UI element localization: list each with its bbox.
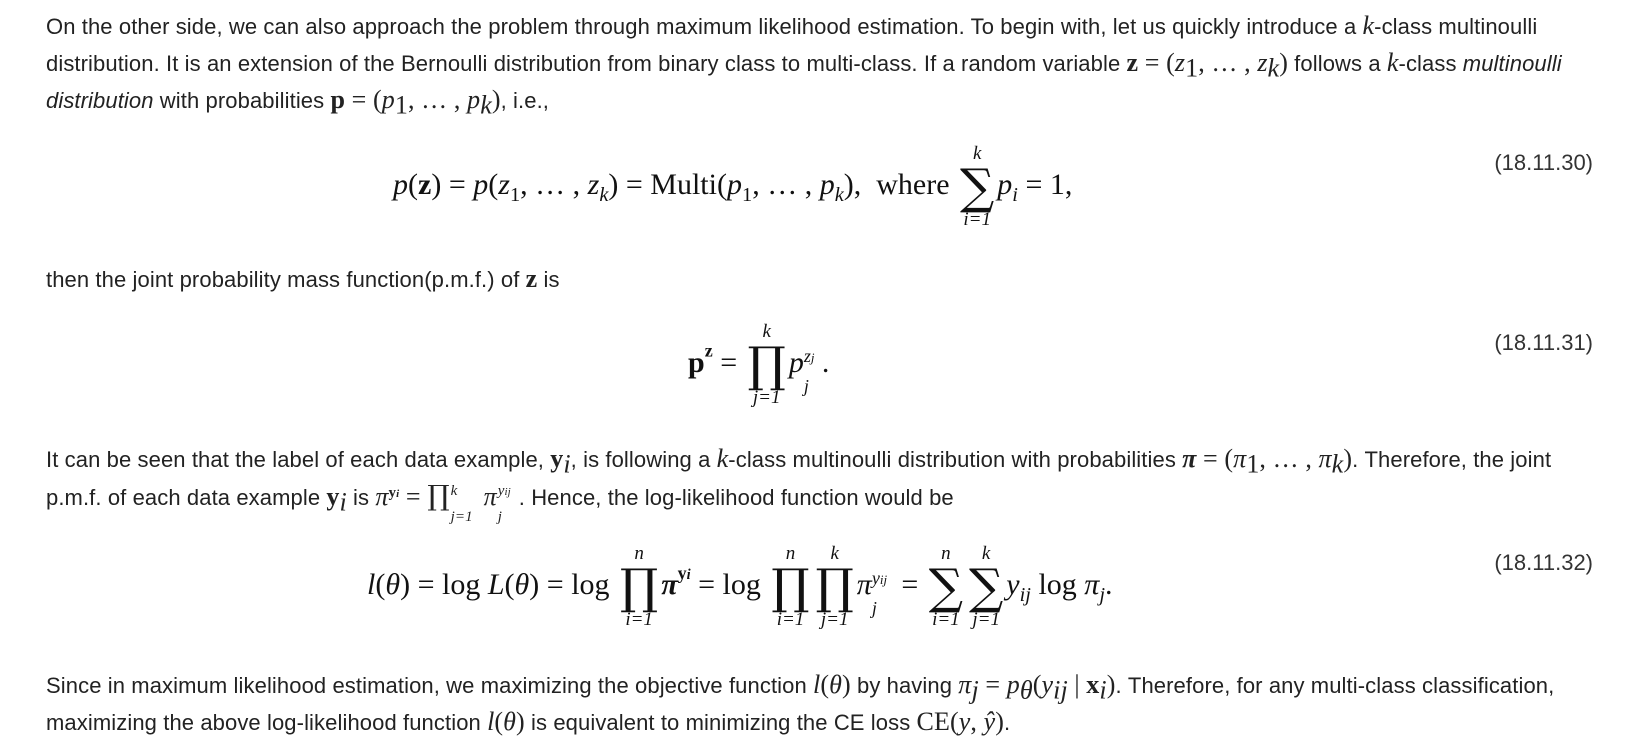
text-run: On the other side, we can also approach the problem through maximum likelihood estimation. To begin with, let us quickly introduce a [46,14,1363,39]
product-operator: k ∏ j=1 [747,321,786,408]
text-run: , i.e., [500,88,549,113]
math-l-theta: l(θ) [487,707,525,736]
math-z: z [525,264,538,293]
equation-18-11-32: l(θ) = log L(θ) = log n ∏ i=1 $\pi^{yi} = \log$ n ∏ i=1 k ∏ j=1 π yij j = n ∑ i=1 k ∑ j=1 $y_{ij}$ $\log \pi_j$. [367,543,1113,630]
text-run: It can be seen that the label of each data example, [46,447,551,472]
equation-18-11-30: $p(z) = p(z_1$, … , $z_k$) = $Multi(p_1$, … , $p_k$), where k ∑ i=1 $p_i = 1$, [393,143,1073,230]
text-run: Since in maximum likelihood estimation, we maximizing the objective function [46,673,814,698]
equation-number: (18.11.31) [1494,330,1593,355]
paragraph-multinoulli-intro [46,8,1586,119]
equation-18-11-31: $p^z$ = k ∏ j=1 p zj j . [688,321,830,408]
math-z-vector: $z = (z_1$, … , $z_k$) [1126,48,1288,83]
math-p-vector: $p = (p_1$, … , $p_k$) [330,85,501,120]
math-y-i: $y_i$ [326,482,347,517]
text-run: is equivalent to minimizing the CE loss [524,710,917,735]
summation-operator: n ∑ i=1 [928,543,964,630]
paragraph-joint-pmf [46,261,1586,298]
math-ce-loss: CE(y, ŷ) [916,707,1004,736]
text-run: with probabilities [153,88,331,113]
text-run: . [1003,710,1011,735]
product-operator: n ∏ i=1 [620,543,659,630]
paragraph-ce-equivalence [46,667,1586,741]
summation-operator: k ∑ j=1 [969,543,1004,630]
math-l-theta: l(θ) [813,670,851,699]
text-run: . Therefore, for any multi-class classification, maximizing the above log-likelihood function [46,673,1555,735]
paragraph-label-distribution [46,441,1586,525]
product-operator: n ∏ i=1 [771,543,810,630]
product-operator: k ∏ j=1 [815,543,854,630]
term-multinoulli: multinoulli distribution [46,51,1562,113]
text-run: -class [1398,51,1463,76]
math-k: k [1362,11,1375,40]
text-run: , is following a [570,447,717,472]
text-run: . Hence, the log-likelihood function would be [518,485,954,510]
equation-number: (18.11.32) [1494,550,1593,575]
text-run: then the joint probability mass function(p.m.f.) of [46,267,526,292]
math-k: k [1386,48,1399,77]
math-condition: $\pi_j = p_\theta(y_{ij}$ | $x_i$) [958,670,1116,705]
text-run: by having [850,673,959,698]
text-run: . Therefore, the joint p.m.f. of each data example [46,447,1552,510]
text-run: -class multinoulli distribution. It is an extension of the Bernoulli distribution from binary class to multi-class. If a random variable [46,14,1538,76]
text-run: follows a [1287,51,1387,76]
math-inline-pmf: $\pi^{yi}$ = ∏ k j=1 π yij j [375,479,511,525]
text-run: is [346,485,376,510]
text-run: -class multinoulli distribution with probabilities [728,447,1183,472]
equation-number: (18.11.30) [1494,150,1593,175]
math-y-i: $y_i$ [550,444,571,479]
summation-operator: k ∑ i=1 [960,143,995,230]
text-run: is [537,267,560,292]
math-pi-vector: $\pi = (\pi_1$, … , $\pi_k$) [1182,444,1353,479]
math-k: k [716,444,729,473]
